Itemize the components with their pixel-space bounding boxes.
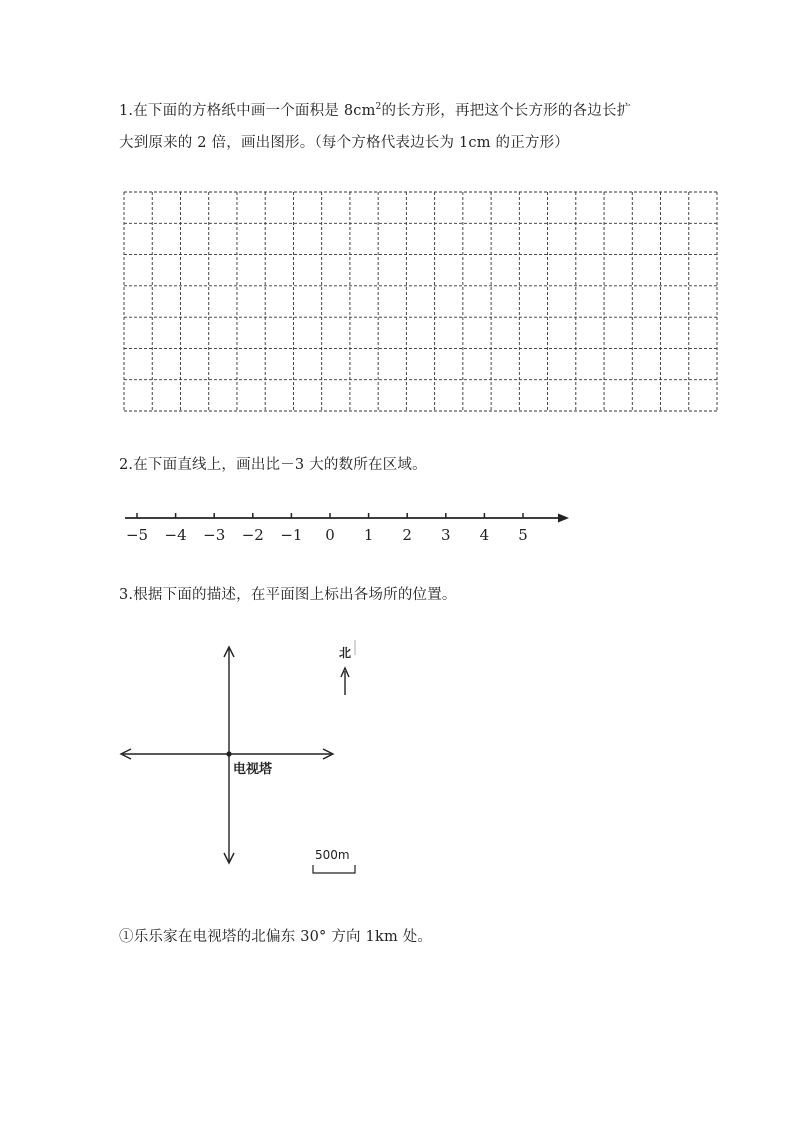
plan-map[interactable] xyxy=(115,635,375,889)
number-line-label: −2 xyxy=(241,526,264,544)
q3-sub1: ①乐乐家在电视塔的北偏东 30° 方向 1km 处。 xyxy=(119,929,433,945)
q1-line2: 大到原来的 2 倍，画出图形。（每个方格代表边长为 1cm 的正方形） xyxy=(119,135,570,151)
tv-tower-point xyxy=(226,751,231,756)
q1-line1-pre: 1.在下面的方格纸中画一个面积是 8cm xyxy=(119,102,376,119)
square-grid-paper[interactable] xyxy=(123,191,718,417)
north-label: 北 xyxy=(339,646,352,660)
plan-map-svg[interactable] xyxy=(115,635,375,885)
number-line-label: 1 xyxy=(363,526,374,544)
number-line-arrowhead xyxy=(558,514,569,523)
number-line-label: −3 xyxy=(203,526,226,544)
number-line-label: −4 xyxy=(164,526,187,544)
number-line-label: 3 xyxy=(441,526,451,544)
q2-text: 2.在下面直线上，画出比－3 大的数所在区域。 xyxy=(119,457,427,473)
number-line-label: 2 xyxy=(402,526,412,544)
number-line-svg[interactable] xyxy=(120,505,580,550)
q3-text: 3.根据下面的描述，在平面图上标出各场所的位置。 xyxy=(119,587,457,603)
tv-tower-label: 电视塔 xyxy=(233,762,273,777)
number-line[interactable] xyxy=(120,505,580,554)
scale-label: 500m xyxy=(315,848,350,862)
q1-line1-post: 的长方形，再把这个长方形的各边长扩 xyxy=(381,102,632,119)
q1-line1 xyxy=(119,97,631,121)
number-line-label: 5 xyxy=(518,526,528,544)
number-line-label: 0 xyxy=(325,526,335,544)
number-line-label: 4 xyxy=(479,526,490,544)
scale-bar xyxy=(313,865,355,873)
q1-superscript: 2 xyxy=(375,102,382,112)
number-line-label: −1 xyxy=(280,526,303,544)
number-line-label: −5 xyxy=(125,526,149,544)
grid-svg[interactable] xyxy=(123,191,718,413)
